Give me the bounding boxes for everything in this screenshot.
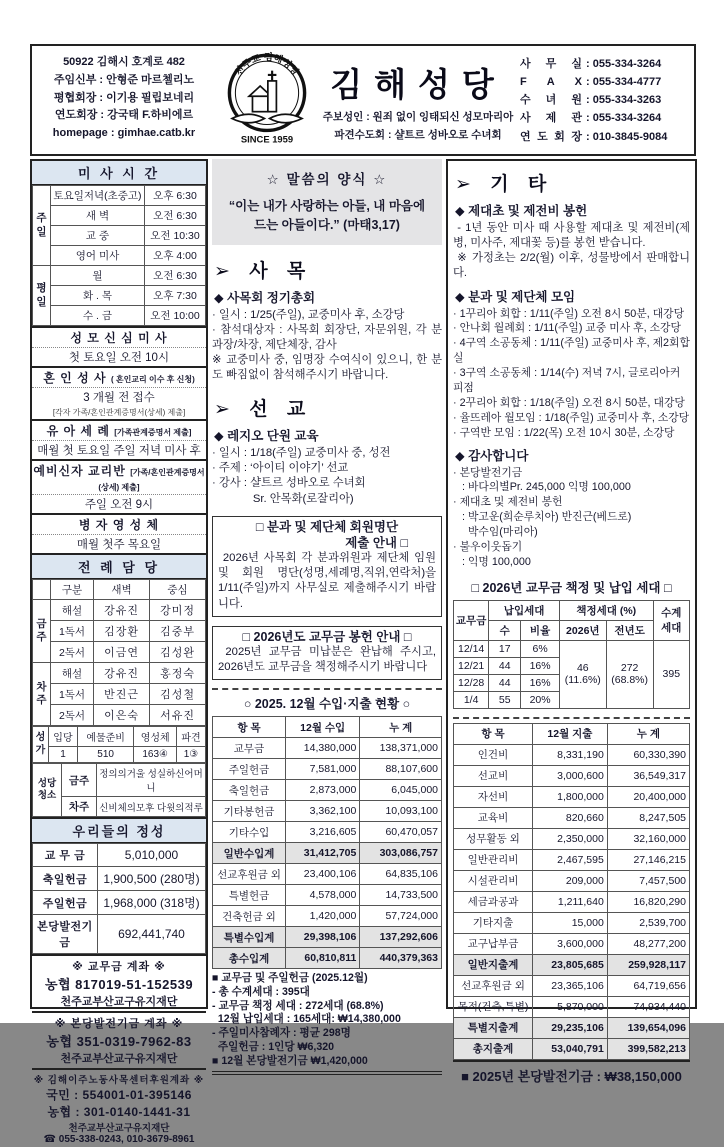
patron-saint-line: 주보성인 : 원죄 없이 잉태되신 성모마리아 <box>322 110 514 123</box>
income-note-line: - 총 수계세대 : 395대 <box>212 985 310 998</box>
header-address-line: 주임신부 : 안형준 마르첼리노 <box>53 73 195 86</box>
double-rule <box>212 1071 442 1075</box>
offering-row: 주일헌금 1,968,000 (318명) <box>33 891 206 915</box>
income-note-line: 주일헌금 : 1인당 ₩6,320 <box>212 1040 335 1053</box>
contact-row <box>520 73 686 91</box>
contact-label: 수 녀 원 <box>520 94 582 107</box>
offering-row: 축일헌금 1,900,500 (280명) <box>33 867 206 891</box>
assessment-table: 교무금 납입세대 책정세대 (%) 수계 세대 수 비율 2026년 전년도 12/14 17 6% 46 (11.6%) 272 (68.8%) 395 12/21 44 16% 12/28 44 16% 1/4 55 20% <box>453 600 690 709</box>
assessed-prev-cell: 272 (68.8%) <box>606 640 653 708</box>
gyomugeum-account: ※ 교무금 계좌 ※ 농협 817019-51-152539 천주교부산교구유지재단 <box>32 954 206 1011</box>
expense-row: 기타지출 15,000 2,539,700 <box>454 912 690 933</box>
contact-label: 사 무 실 <box>520 58 582 70</box>
parish-logo-icon <box>219 50 315 151</box>
thanks-item: · 불우이웃돕기 <box>453 540 523 553</box>
expense-row: 세금과공과 1,211,640 16,820,290 <box>454 891 690 912</box>
mission-subheading: ◆ 레지오 단원 교육 <box>214 429 319 444</box>
thanks-list <box>453 466 690 570</box>
altar-candle-line: - 1년 동안 미사 때 사용할 제대초 및 제전비(제병, 미사주, 제대꽃 등)를 봉헌 받습니다. <box>453 222 690 250</box>
right-column <box>446 159 697 1084</box>
offering-table <box>32 843 206 954</box>
income-note-line: - 교무금 책정 세대 : 272세대 (68.8%) <box>212 999 384 1012</box>
development-fund-account: ※ 본당발전기금 계좌 ※ 농협 351-0319-7962-83 천주교부산교구유지재단 <box>32 1011 206 1068</box>
expense-row: 선교후원금 외 23,365,106 64,719,656 <box>454 975 690 996</box>
expense-row: 목적(건축,특별) 5,870,000 74,934,440 <box>454 996 690 1017</box>
header <box>30 44 696 156</box>
svg-text:SINCE 1959: SINCE 1959 <box>240 132 293 144</box>
contact-row <box>520 128 686 146</box>
meeting-item: · 안나회 월례회 : 1/11(주일) 교중 미사 후, 소강당 <box>453 322 681 335</box>
pastoral-line: ※ 교중미사 중, 임명장 수여식이 있으니, 한 분도 빠짐없이 참석해주시기 바랍니다. <box>212 353 442 381</box>
middle-column <box>211 159 443 1067</box>
offering-title: 우리들의 정성 <box>32 817 206 843</box>
mission-line: · 강사 : 샬트르 성바오로 수녀회 <box>212 477 366 490</box>
expense-row: 일반지출계 23,805,685 259,928,117 <box>454 954 690 975</box>
liturgy-table: 구분 새벽 중심 금주 해설 강유진 강미정 1독서 김장환 김중부 2독서 이금연 김성완 차주 해설 강유진 홍정숙 1독서 반진근 김성철 2독서 이은숙 서유진 <box>32 579 206 726</box>
meeting-item: · 4구역 소공동체 : 1/11(주일) 교중미사 후, 제2회합실 <box>453 337 690 365</box>
income-row: 축일헌금 2,873,000 6,045,000 <box>213 780 442 801</box>
infant-baptism-section: 유 아 세 례 [가족관계증명서 제출] 매월 첫 토요일 주일 저녁 미사 후 <box>32 419 206 459</box>
svg-text:천주교 김해성당: 천주교 김해성당 <box>232 50 302 77</box>
offering-row: 본당발전기금 692,441,740 <box>33 915 206 954</box>
religious-order-line: 파견수도회 : 샬트르 성바오로 수녀회 <box>334 128 502 141</box>
offering-row: 교 무 금 5,010,000 <box>33 844 206 867</box>
mission-line: · 일시 : 1/18(주일) 교중미사 중, 성전 <box>212 447 391 460</box>
contact-number: : 055-334-3264 <box>586 58 662 70</box>
contact-number: : 055-334-3263 <box>586 94 662 107</box>
expense-row: 시설관리비 209,000 7,457,500 <box>454 870 690 891</box>
header-center <box>214 46 518 154</box>
catechumen-section: 예비신자 교리반 [가족/혼인관계증명서(상세) 제출] 주일 오전 9시 <box>32 459 206 513</box>
etc-heading: ➢ 기 타 <box>455 174 554 195</box>
income-row: 건축헌금 외 1,420,000 57,724,000 <box>213 906 442 927</box>
cleaning-table: 성당청소 금주 정의의거울 성실하신어머니 차주 신비체의모후 다윗의적루 <box>32 763 206 817</box>
marian-mass-section: 성 모 신 심 미 사 첫 토요일 오전 10시 <box>32 326 206 366</box>
contact-label: F A X <box>520 76 582 89</box>
income-notes <box>212 972 442 1068</box>
expense-row: 특별지출계 29,235,106 139,654,096 <box>454 1017 690 1038</box>
mass-schedule-table: 주일 토요일저녁(초중고) 오후 6:30 새 벽 오전 6:30 교 중 오전 10:30 영어 미사 오후 4:00 평일 월 오전 6:30 화 . 목 오후 7:30 수 . 금 오전 10:00 <box>32 185 206 326</box>
thanks-item: : 익명 100,000 <box>453 555 531 568</box>
divider <box>212 688 442 690</box>
income-note-line: 12월 납입세대 : 165세대: ₩14,380,000 <box>212 1013 401 1026</box>
altar-candle-lines <box>453 221 690 282</box>
expense-row: 교구납부금 3,600,000 48,277,200 <box>454 933 690 954</box>
income-table: 항 목 12월 수입 누 계 교무금 14,380,000 138,371,000 주일헌금 7,581,000 88,107,600 축일헌금 2,873,000 6,045,000 기타봉헌금 3,362,100 10,093,100 기타수입 3,216,605 60,470,057 일반수입계 31,412,705 303,086,757 선교후원금 외 23,400,106 64,835,106 특별헌금 4,578,000 14,733,500 건축헌금 외 1,420,000 57,724,000 특별수입계 29,398,106 137,292,606 총수입계 60,810,811 440,379,363 <box>212 716 442 969</box>
income-row: 총수입계 60,810,811 440,379,363 <box>213 948 442 969</box>
development-fund-total: ■ 2025년 본당발전기금 : ₩38,150,000 <box>453 1060 690 1088</box>
expense-row: 일반관리비 2,467,595 27,146,215 <box>454 849 690 870</box>
expense-row: 인건비 8,331,190 60,330,390 <box>454 744 690 765</box>
expense-row: 성무활동 외 2,350,000 32,160,000 <box>454 828 690 849</box>
expense-row: 자선비 1,800,000 20,400,000 <box>454 786 690 807</box>
expense-row: 교육비 820,660 8,247,505 <box>454 807 690 828</box>
divider <box>453 717 690 719</box>
header-address-line: 연도회장 : 강국태 F.하비에르 <box>54 109 194 122</box>
pastoral-subheading: ◆ 사목회 정기총회 <box>214 290 316 305</box>
household-total-cell: 395 <box>653 640 689 708</box>
assessment-title: □ 2026년 교무금 책정 및 납입 세대 □ <box>471 580 672 595</box>
contact-label: 사 제 관 <box>520 112 582 125</box>
meetings-list <box>453 307 690 441</box>
income-row: 기타수입 3,216,605 60,470,057 <box>213 822 442 843</box>
contact-row <box>520 91 686 109</box>
sick-communion-section: 병 자 영 성 체 매월 첫주 목요일 <box>32 513 206 553</box>
income-row: 선교후원금 외 23,400,106 64,835,106 <box>213 864 442 885</box>
assessed-2026-cell: 46 (11.6%) <box>559 640 606 708</box>
thanks-item: 박수임(마리아) <box>453 526 538 539</box>
contact-number: : 010-3845-9084 <box>586 130 668 143</box>
meeting-item: · 2꾸리아 회합 : 1/18(주일) 오전 8시 50분, 대강당 <box>453 396 685 409</box>
meeting-item: · 3구역 소공동체 : 1/14(수) 저녁 7시, 글로리아커피점 <box>453 367 681 394</box>
income-note-line: - 주일미사참례자 : 평균 298명 <box>212 1027 351 1040</box>
marriage-section: 혼 인 성 사 ( 혼인교리 이수 후 신청) 3 개월 전 접수 [각자 가족/혼인관계증명서(상세) 제출] <box>32 366 206 419</box>
pastoral-lines <box>212 308 442 384</box>
sunday-label: 주일 <box>33 186 51 266</box>
weekday-label: 평일 <box>33 266 51 326</box>
left-column <box>30 159 208 1145</box>
liturgy-title: 전 례 담 당 <box>32 553 206 579</box>
member-list-notice-box: □ 분과 및 제단체 회원명단 제출 안내 □ 2026년 사목회 각 분과위원과 제단체 임원 및 회원 명단(성명,세례명,직위,연락처)을 1/11(주일)까지 사무실로 제출해주시기 바랍니다. <box>212 516 442 617</box>
thanks-item: · 본당발전기금 <box>453 466 523 479</box>
expense-row: 총지출계 53,040,791 399,582,213 <box>454 1038 690 1059</box>
contact-row <box>520 109 686 127</box>
pastoral-line: · 참석대상자 : 사목회 회장단, 자문위원, 각 분과장/차장, 제단체장, 감사 <box>212 323 442 351</box>
pastoral-line: · 일시 : 1/25(주일), 교중미사 후, 소강당 <box>212 308 405 321</box>
expense-table: 항 목 12월 지출 누 계 인건비 8,331,190 60,330,390 선교비 3,000,600 36,549,317 자선비 1,800,000 20,400,000 교육비 820,660 8,247,505 성무활동 외 2,350,000 32,160,000 일반관리비 2,467,595 27,146,215 시설관리비 209,000 7,457,500 세금과공과 1,211,640 16,820,290 기타지출 15,000 2,539,700 교구납부금 3,600,000 48,277,200 일반지출계 23,805,685 259,928,117 선교후원금 외 23,365,106 64,719,656 목적(건축,특별) 5,870,000 74,934,440 특별지출계 29,235,106 139,654,096 총지출계 53,040,791 399,582,213 <box>453 723 690 1060</box>
meetings-subheading: ◆ 분과 및 제단체 모임 <box>455 289 576 304</box>
thanks-item: : 박고운(희순루치아) 반진근(베드로) <box>453 511 632 524</box>
thanks-subheading: ◆ 감사합니다 <box>455 448 529 463</box>
income-row: 특별헌금 4,578,000 14,733,500 <box>213 885 442 906</box>
income-note-line: ■ 12월 본당발전기금 ₩1,420,000 <box>212 1054 368 1067</box>
meeting-item: · 율뜨레아 월모임 : 1/18(주일) 교중미사 후, 소강당 <box>453 411 690 424</box>
mission-line: Sr. 안목화(로잘리아) <box>212 492 354 505</box>
mission-heading: ➢ 선 교 <box>214 399 313 421</box>
contact-label: 연 도 회 장 <box>520 130 582 143</box>
expense-row: 선교비 3,000,600 36,549,317 <box>454 765 690 786</box>
hymn-table: 성가 입당 예물준비 영성체 파견 1 510 163④ 1③ <box>32 726 206 763</box>
thanks-item: : 바다의별Pr. 245,000 익명 100,000 <box>453 481 631 494</box>
thanks-item: · 제대초 및 제전비 봉헌 <box>453 496 563 509</box>
header-address-line: 평협회장 : 이기용 필립보네리 <box>53 91 195 104</box>
income-note-line: ■ 교무금 및 주일헌금 (2025.12월) <box>212 972 368 985</box>
page-title: 김해성당 <box>330 65 506 103</box>
income-row: 특별수입계 29,398,106 137,292,606 <box>213 927 442 948</box>
income-row: 교무금 14,380,000 138,371,000 <box>213 738 442 759</box>
income-row: 주일헌금 7,581,000 88,107,600 <box>213 759 442 780</box>
header-contacts <box>518 46 694 154</box>
content-columns <box>30 159 696 1145</box>
altar-candle-line: ※ 가정초는 2/2(월) 이후, 성물방에서 판매합니다. <box>453 252 690 280</box>
contact-row <box>520 55 686 73</box>
finance-title: ○ 2025. 12월 수입·지출 현황 ○ <box>243 697 411 712</box>
mass-schedule-title: 미 사 시 간 <box>32 161 206 185</box>
gyomugeum-notice-box: □ 2026년도 교무금 봉헌 안내 □ 2025년 교무금 미납분은 완납해 주시고, 2026년도 교무금을 책정해주시기 바랍니다 <box>212 626 442 681</box>
pastoral-heading: ➢ 사 목 <box>214 260 313 282</box>
contact-number: : 055-334-4777 <box>586 76 662 89</box>
altar-candle-subheading: ◆ 제대초 및 제전비 봉헌 <box>455 204 588 218</box>
contact-number: : 055-334-3264 <box>586 112 662 125</box>
header-address-block <box>32 46 214 154</box>
income-row: 일반수입계 31,412,705 303,086,757 <box>213 843 442 864</box>
mission-line: · 주제 : ‘아이티 이야기’ 선교 <box>212 462 349 475</box>
meeting-item: · 구역반 모임 : 1/22(목) 오전 10시 30분, 소강당 <box>453 426 675 439</box>
title-block <box>323 59 514 142</box>
mission-lines <box>212 446 442 507</box>
migrant-center-account: ※ 김해이주노동사목센터후원계좌 ※ 국민 : 554001-01-395146 농협 : 301-0140-1441-31 천주교부산교구유지재단 ☎ 055-338-0243, 010-3679-8961 <box>32 1068 206 1147</box>
header-address-line: 50922 김해시 호계로 482 <box>63 56 185 68</box>
word-of-life-box: ☆ 말씀의 양식 ☆ “이는 내가 사랑하는 아들, 내 마음에 드는 아들이다.” (마태3,17) <box>212 159 442 245</box>
income-row: 기타봉헌금 3,362,100 10,093,100 <box>213 801 442 822</box>
meeting-item: · 1꾸리아 회합 : 1/11(주일) 오전 8시 50분, 대강당 <box>453 307 685 320</box>
header-address-line: homepage : gimhae.catb.kr <box>52 127 196 140</box>
